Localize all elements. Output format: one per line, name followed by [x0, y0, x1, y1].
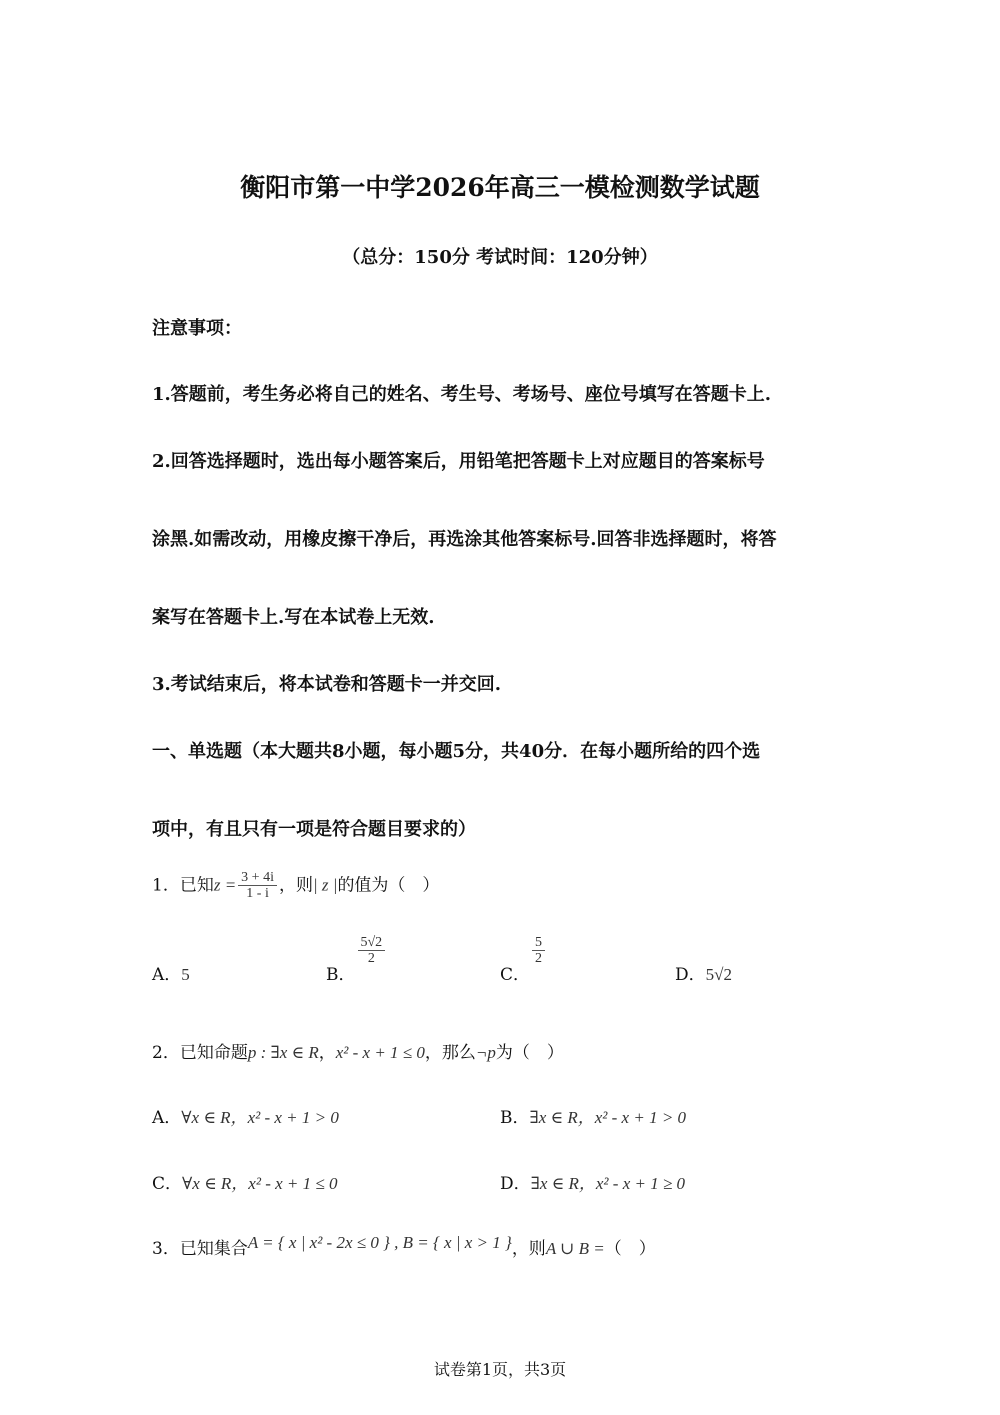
note-item-1: 1.答题前，考生务必将自己的姓名、考生号、考场号、座位号填写在答题卡上.	[152, 384, 772, 405]
question-3-sets: A = { x | x² - 2x ≤ 0 } , B = { x | x > 1 }	[247, 1233, 512, 1252]
option-value: 5	[181, 965, 190, 984]
question-2-suffix: 为（ ）	[495, 1043, 564, 1063]
fraction-denominator: 2	[367, 951, 375, 967]
option-label: B．	[500, 1108, 530, 1128]
option-label: D．	[675, 965, 706, 985]
note-item-2-line-3: 案写在答题卡上.写在本试卷上无效.	[152, 607, 435, 628]
question-1	[152, 870, 439, 902]
question-1-option-a[interactable]	[152, 960, 190, 985]
question-2-option-a[interactable]	[152, 1103, 339, 1128]
question-1-fraction	[238, 870, 277, 902]
question-2-option-d[interactable]	[500, 1169, 685, 1194]
question-2-option-b[interactable]	[500, 1103, 686, 1128]
question-3-mid: ，则	[511, 1239, 546, 1259]
section-heading-line-1: 一、单选题（本大题共8小题，每小题5分，共40分．在每小题所给的四个选	[152, 741, 761, 762]
section-heading-line-2: 项中，有且只有一项是符合题目要求的）	[152, 819, 476, 840]
question-1-prefix: 1．已知	[152, 875, 214, 896]
note-item-3: 3.考试结束后，将本试卷和答题卡一并交回.	[152, 674, 502, 695]
option-expression: x² - x + 1 > 0	[247, 1108, 339, 1127]
option-label: C．	[152, 1174, 183, 1194]
option-expression: x² - x + 1 ≥ 0	[595, 1174, 686, 1193]
question-2-comma: ，	[318, 1043, 336, 1063]
question-1-abs-z: | z |	[312, 875, 338, 895]
fraction-numerator: 3 + 4i	[238, 870, 277, 886]
option-fraction	[358, 935, 386, 967]
question-2-proposition: p : ∃x ∈ R	[247, 1043, 319, 1062]
option-label: A．	[152, 965, 182, 985]
option-value: 5√2	[705, 965, 732, 984]
option-label: D．	[500, 1174, 531, 1194]
fraction-denominator: 2	[535, 951, 543, 967]
option-quantifier: ∃x ∈ R，	[530, 1174, 596, 1193]
exam-info: （总分：150分 考试时间：120分钟）	[342, 247, 658, 268]
option-label: C．	[500, 965, 531, 986]
note-item-2-line-1: 2.回答选择题时，选出每小题答案后，用铅笔把答题卡上对应题目的答案标号	[152, 451, 765, 472]
question-1-z: z =	[213, 875, 237, 895]
page-title: 衡阳市第一中学2026年高三一模检测数学试题	[240, 173, 760, 202]
option-fraction	[532, 935, 545, 967]
question-3-union: A ∪ B =	[545, 1239, 605, 1258]
question-3-suffix: （ ）	[604, 1239, 656, 1259]
question-2-mid: ，那么	[424, 1043, 476, 1063]
question-3	[152, 1234, 656, 1259]
option-quantifier: ∀x ∈ R，	[182, 1174, 249, 1193]
question-2	[152, 1038, 564, 1063]
question-1-option-c[interactable]	[500, 935, 547, 986]
fraction-numerator: 5	[532, 935, 545, 951]
option-quantifier: ∃x ∈ R，	[529, 1108, 595, 1127]
question-2-expression: x² - x + 1 ≤ 0	[335, 1043, 425, 1062]
question-2-negation: ¬p	[475, 1043, 496, 1062]
page-number: 试卷第1页，共3页	[433, 1360, 567, 1379]
fraction-numerator: 5√2	[358, 935, 386, 951]
option-expression: x² - x + 1 > 0	[594, 1108, 687, 1127]
option-quantifier: ∀x ∈ R，	[181, 1108, 248, 1127]
question-1-option-b[interactable]	[326, 935, 387, 986]
option-expression: x² - x + 1 ≤ 0	[248, 1174, 338, 1193]
question-1-mid: ，则	[278, 875, 313, 896]
fraction-denominator: 1 - i	[246, 886, 269, 902]
question-1-suffix: 的值为（ ）	[337, 875, 440, 896]
question-2-option-c[interactable]	[152, 1169, 337, 1194]
question-1-option-d[interactable]	[675, 960, 732, 985]
note-item-2-line-2: 涂黑.如需改动，用橡皮擦干净后，再选涂其他答案标号.回答非选择题时，将答	[152, 529, 777, 550]
question-2-prefix: 2．已知命题	[152, 1043, 248, 1063]
option-label: B．	[326, 965, 356, 986]
question-3-prefix: 3．已知集合	[152, 1239, 248, 1259]
option-label: A．	[152, 1108, 182, 1128]
notes-heading: 注意事项：	[152, 318, 242, 339]
